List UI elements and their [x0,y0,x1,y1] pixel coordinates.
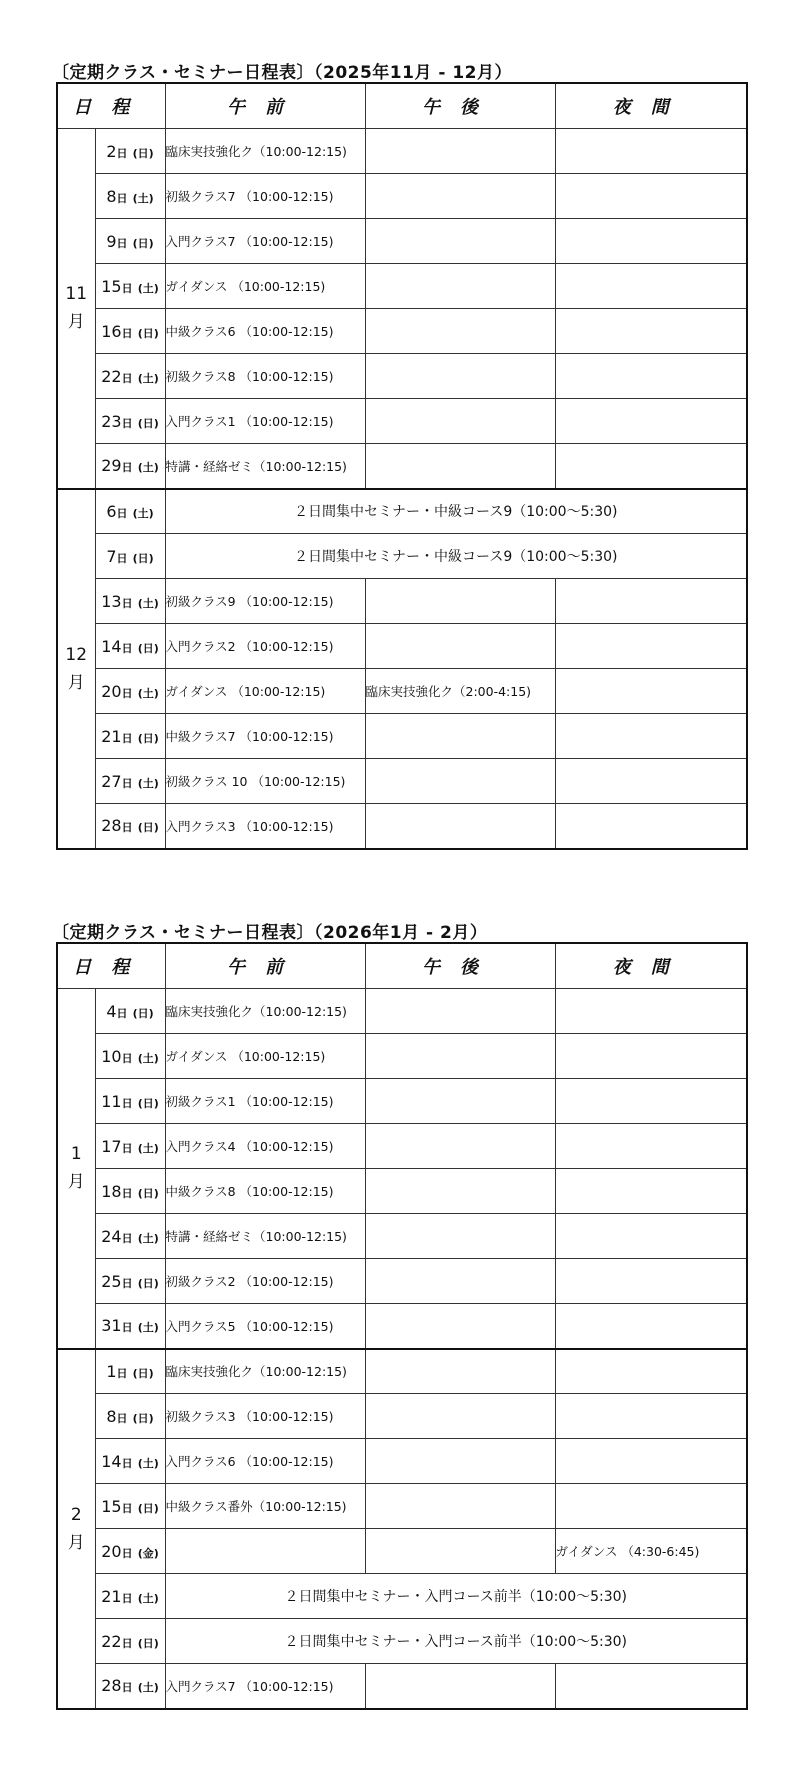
pm-session [365,1214,555,1259]
day-number: 28 [101,816,122,836]
day-unit: 日 [121,1681,133,1695]
am-session: 入門クラス4 （10:00-12:15) [165,1124,365,1169]
day-number: 11 [101,1091,122,1111]
pm-session [365,714,555,759]
day-number: 4 [106,1001,117,1021]
date-cell [95,1484,165,1529]
date-cell [95,444,165,489]
pm-session [365,309,555,354]
day-unit: 日 [121,1501,133,1515]
date-cell [95,1079,165,1124]
day-unit: 日 [121,371,133,385]
day-unit: 日 [121,1456,133,1470]
day-unit: 日 [121,1231,133,1245]
schedule-table [56,82,748,850]
header-row [57,943,747,989]
weekday: (土) [137,596,159,610]
am-session: 中級クラス8 （10:00-12:15) [165,1169,365,1214]
night-session [555,1439,747,1484]
pm-session [365,1484,555,1529]
weekday: (土) [137,1231,159,1245]
full-day-seminar: ２日間集中セミナー・中級コース9（10:00～5:30) [165,534,747,579]
schedule-row [57,174,747,219]
header-pm: 午後 [365,83,555,129]
day-unit: 日 [121,596,133,610]
weekday: (金) [137,1546,159,1560]
weekday: (日) [137,1096,159,1110]
month-label: 1 月 [57,989,95,1349]
night-session [555,714,747,759]
day-number: 8 [106,1406,117,1426]
weekday: (日) [137,641,159,655]
day-number: 15 [101,276,122,296]
night-session [555,989,747,1034]
night-session [555,1124,747,1169]
schedule-row [57,1124,747,1169]
day-unit: 日 [121,641,133,655]
weekday: (日) [137,821,159,835]
night-session [555,129,747,174]
day-number: 9 [106,231,117,251]
pm-session [365,174,555,219]
date-cell [95,579,165,624]
date-cell [95,804,165,849]
date-cell [95,624,165,669]
day-unit: 日 [121,281,133,295]
weekday: (土) [137,1141,159,1155]
am-session: 入門クラス1 （10:00-12:15) [165,399,365,444]
weekday: (日) [132,146,154,160]
am-session: 入門クラス3 （10:00-12:15) [165,804,365,849]
weekday: (土) [132,191,154,205]
schedule-row [57,714,747,759]
schedule-row [57,1619,747,1664]
day-unit: 日 [121,1546,133,1560]
pm-session [365,1259,555,1304]
day-unit: 日 [121,1636,133,1650]
month-label: 12 月 [57,489,95,849]
weekday: (日) [132,236,154,250]
date-cell [95,219,165,264]
date-cell [95,534,165,579]
schedule-row [57,989,747,1034]
pm-session [365,219,555,264]
night-session [555,1394,747,1439]
day-number: 6 [106,501,117,521]
day-unit: 日 [116,146,128,160]
day-number: 27 [101,771,122,791]
weekday: (日) [137,326,159,340]
day-number: 25 [101,1271,122,1291]
am-session: 初級クラス9 （10:00-12:15) [165,579,365,624]
am-session: 初級クラス3 （10:00-12:15) [165,1394,365,1439]
day-number: 21 [101,1586,122,1606]
date-cell [95,174,165,219]
schedule-row [57,1079,747,1124]
am-session: 入門クラス6 （10:00-12:15) [165,1439,365,1484]
pm-session [365,1664,555,1709]
night-session [555,1034,747,1079]
date-cell [95,399,165,444]
header-pm: 午後 [365,943,555,989]
day-unit: 日 [116,236,128,250]
day-unit: 日 [116,191,128,205]
night-session [555,1079,747,1124]
pm-session [365,579,555,624]
day-number: 15 [101,1496,122,1516]
date-cell [95,1574,165,1619]
am-session: 初級クラス1 （10:00-12:15) [165,1079,365,1124]
weekday: (日) [137,1276,159,1290]
schedule-row [57,354,747,399]
am-session: 中級クラス番外（10:00-12:15) [165,1484,365,1529]
day-number: 22 [101,1631,122,1651]
day-unit: 日 [116,1006,128,1020]
day-unit: 日 [121,1141,133,1155]
schedule-row [57,669,747,714]
date-cell [95,1439,165,1484]
pm-session [365,1034,555,1079]
day-unit: 日 [121,821,133,835]
am-session: 初級クラス2 （10:00-12:15) [165,1259,365,1304]
pm-session [365,1394,555,1439]
weekday: (土) [137,1321,159,1335]
schedule-row [57,1439,747,1484]
weekday: (日) [137,731,159,745]
day-number: 18 [101,1181,122,1201]
weekday: (土) [137,776,159,790]
day-number: 23 [101,411,122,431]
pm-session [365,444,555,489]
night-session [555,804,747,849]
pm-session [365,1439,555,1484]
date-cell [95,129,165,174]
day-unit: 日 [116,1411,128,1425]
day-unit: 日 [121,1186,133,1200]
day-unit: 日 [121,1591,133,1605]
night-session [555,444,747,489]
am-session: ガイダンス （10:00-12:15) [165,264,365,309]
day-unit: 日 [121,1321,133,1335]
night-session [555,1349,747,1394]
header-night: 夜間 [555,83,747,129]
day-number: 14 [101,636,122,656]
am-session: 初級クラス 10 （10:00-12:15) [165,759,365,804]
night-session [555,174,747,219]
weekday: (土) [137,1456,159,1470]
night-session [555,1214,747,1259]
date-cell [95,1349,165,1394]
date-cell [95,1169,165,1214]
am-session: 入門クラス7 （10:00-12:15) [165,1664,365,1709]
date-cell [95,1304,165,1349]
pm-session [365,1529,555,1574]
date-cell [95,264,165,309]
schedule-table [56,942,748,1710]
weekday: (土) [137,371,159,385]
am-session: 入門クラス2 （10:00-12:15) [165,624,365,669]
schedule-row [57,579,747,624]
weekday: (土) [137,686,159,700]
schedule-row [57,444,747,489]
weekday: (日) [137,1186,159,1200]
pm-session [365,1349,555,1394]
day-unit: 日 [121,1276,133,1290]
night-session [555,1259,747,1304]
day-unit: 日 [121,461,133,475]
schedule-row [57,1169,747,1214]
night-session [555,1304,747,1349]
schedule-title: 〔定期クラス・セミナー日程表〕（2026年1月 - 2月） [52,923,488,943]
pm-session [365,399,555,444]
schedule-row [57,1259,747,1304]
pm-session [365,1079,555,1124]
day-unit: 日 [121,1096,133,1110]
date-cell [95,1394,165,1439]
full-day-seminar: ２日間集中セミナー・入門コース前半（10:00～5:30) [165,1574,747,1619]
day-number: 8 [106,186,117,206]
month-label: 11 月 [57,129,95,489]
day-number: 24 [101,1226,122,1246]
weekday: (日) [137,1636,159,1650]
date-cell [95,714,165,759]
weekday: (土) [137,281,159,295]
day-unit: 日 [121,776,133,790]
weekday: (土) [137,1681,159,1695]
header-date: 日程 [57,83,165,129]
am-session: 臨床実技強化ク（10:00-12:15) [165,989,365,1034]
pm-session [365,264,555,309]
weekday: (日) [132,1366,154,1380]
schedule-row [57,309,747,354]
date-cell [95,1664,165,1709]
day-number: 17 [101,1136,122,1156]
weekday: (土) [137,1051,159,1065]
pm-session [365,1169,555,1214]
pm-session [365,989,555,1034]
date-cell [95,309,165,354]
am-session [165,1529,365,1574]
am-session: 臨床実技強化ク（10:00-12:15) [165,129,365,174]
date-cell [95,1619,165,1664]
am-session: ガイダンス （10:00-12:15) [165,1034,365,1079]
schedule-row [57,759,747,804]
pm-session [365,1124,555,1169]
date-cell [95,1214,165,1259]
day-number: 13 [101,591,122,611]
pm-session [365,759,555,804]
day-number: 14 [101,1451,122,1471]
weekday: (日) [132,1006,154,1020]
schedule-row [57,1529,747,1574]
day-number: 20 [101,681,122,701]
header-am: 午前 [165,943,365,989]
night-session [555,219,747,264]
schedule-row [57,534,747,579]
am-session: ガイダンス （10:00-12:15) [165,669,365,714]
schedule-row [57,1214,747,1259]
schedule-row [57,1034,747,1079]
day-number: 16 [101,321,122,341]
day-number: 28 [101,1676,122,1696]
day-number: 7 [106,546,117,566]
night-session [555,1169,747,1214]
pm-session [365,354,555,399]
am-session: 初級クラス8 （10:00-12:15) [165,354,365,399]
day-number: 20 [101,1541,122,1561]
day-number: 22 [101,366,122,386]
schedule-row [57,1664,747,1709]
weekday: (日) [137,416,159,430]
schedule-row [57,804,747,849]
am-session: 中級クラス7 （10:00-12:15) [165,714,365,759]
schedule-row [57,399,747,444]
am-session: 中級クラス6 （10:00-12:15) [165,309,365,354]
day-unit: 日 [121,686,133,700]
weekday: (土) [132,506,154,520]
night-session [555,624,747,669]
date-cell [95,759,165,804]
day-unit: 日 [121,326,133,340]
schedule-row [57,1574,747,1619]
date-cell [95,489,165,534]
am-session: 臨床実技強化ク（10:00-12:15) [165,1349,365,1394]
am-session: 初級クラス7 （10:00-12:15) [165,174,365,219]
date-cell [95,669,165,714]
night-session [555,1484,747,1529]
header-am: 午前 [165,83,365,129]
month-label: 2 月 [57,1349,95,1709]
day-number: 21 [101,726,122,746]
weekday: (土) [137,461,159,475]
schedule-row [57,1349,747,1394]
schedule-row [57,1394,747,1439]
day-unit: 日 [121,416,133,430]
night-session [555,399,747,444]
header-date: 日程 [57,943,165,989]
night-session [555,579,747,624]
full-day-seminar: ２日間集中セミナー・入門コース前半（10:00～5:30) [165,1619,747,1664]
date-cell [95,1124,165,1169]
pm-session: 臨床実技強化ク（2:00-4:15) [365,669,555,714]
date-cell [95,989,165,1034]
schedule-title: 〔定期クラス・セミナー日程表〕（2025年11月 - 12月） [52,63,513,83]
night-session [555,669,747,714]
header-row [57,83,747,129]
day-number: 10 [101,1046,122,1066]
night-session [555,1664,747,1709]
schedule-row [57,1304,747,1349]
weekday: (日) [132,551,154,565]
schedule-row [57,264,747,309]
date-cell [95,1259,165,1304]
date-cell [95,1529,165,1574]
weekday: (土) [137,1591,159,1605]
schedule-row [57,129,747,174]
night-session [555,309,747,354]
day-unit: 日 [116,506,128,520]
header-night: 夜間 [555,943,747,989]
day-number: 29 [101,456,122,476]
pm-session [365,624,555,669]
pm-session [365,129,555,174]
day-unit: 日 [121,731,133,745]
schedule-row [57,1484,747,1529]
night-session [555,264,747,309]
day-unit: 日 [121,1051,133,1065]
am-session: 入門クラス5 （10:00-12:15) [165,1304,365,1349]
night-session [555,354,747,399]
date-cell [95,354,165,399]
schedule-row [57,624,747,669]
am-session: 特講・経絡ゼミ（10:00-12:15) [165,1214,365,1259]
weekday: (日) [137,1501,159,1515]
day-number: 31 [101,1316,122,1336]
pm-session [365,804,555,849]
night-session: ガイダンス （4:30-6:45) [555,1529,747,1574]
schedule-row [57,489,747,534]
am-session: 入門クラス7 （10:00-12:15) [165,219,365,264]
day-unit: 日 [116,551,128,565]
day-number: 1 [106,1361,117,1381]
weekday: (日) [132,1411,154,1425]
schedule-row [57,219,747,264]
am-session: 特講・経絡ゼミ（10:00-12:15) [165,444,365,489]
night-session [555,759,747,804]
pm-session [365,1304,555,1349]
day-number: 2 [106,141,117,161]
date-cell [95,1034,165,1079]
day-unit: 日 [116,1366,128,1380]
full-day-seminar: ２日間集中セミナー・中級コース9（10:00～5:30) [165,489,747,534]
